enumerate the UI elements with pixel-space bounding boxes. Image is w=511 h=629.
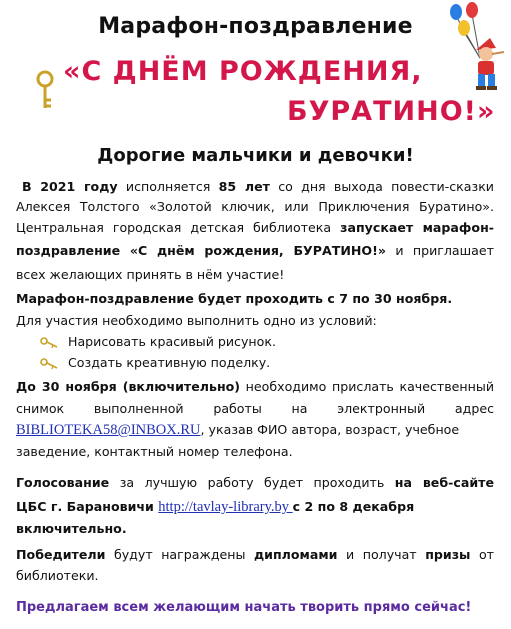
winners-line-1 — [16, 546, 494, 565]
winners-line-2: библиотеки. — [16, 568, 99, 583]
list-item — [40, 355, 270, 371]
bold-text: ЦБС г. Барановичи — [16, 499, 159, 514]
pinocchio-balloons-illustration — [438, 2, 508, 94]
text: необходимо прислать качественный — [240, 379, 495, 394]
bold-text: с 2 по 8 декабря — [292, 499, 415, 514]
voting-line-1 — [16, 474, 494, 493]
closing-call: Предлагаем всем желающим начать творить прямо сейчас! — [16, 600, 472, 615]
bold-text: Победители — [16, 547, 106, 562]
text: за лучшую работу будет проходить — [109, 475, 395, 490]
golden-key-icon — [30, 70, 60, 112]
key-bullet-icon — [40, 336, 58, 350]
headline-line-1: «С ДНЁМ РОЖДЕНИЯ, — [63, 56, 423, 87]
email-link[interactable]: BIBLIOTEKA58@INBOX.RU — [16, 422, 201, 438]
deadline-line-1 — [16, 378, 494, 397]
text: и получат — [337, 547, 426, 562]
dates-line: Марафон-поздравление будет проходить с 7 по 30 ноября. — [16, 291, 453, 306]
intro-line-5: всех желающих принять в нём участие! — [16, 267, 285, 282]
text: будут награждены — [105, 547, 254, 562]
bold-text: До 30 ноября (включительно) — [16, 379, 241, 394]
text: и приглашает — [385, 243, 494, 258]
deadline-line-4: заведение, контактный номер телефона. — [16, 444, 293, 459]
website-link[interactable]: http://tavlay-library.by — [158, 499, 293, 515]
intro-line-3 — [16, 219, 494, 238]
year-text: В 2021 году — [22, 179, 118, 194]
headline-line-2: БУРАТИНО!» — [287, 96, 496, 127]
bold-text: Голосование — [16, 475, 110, 490]
years-text: 85 лет — [218, 179, 270, 194]
list-item-text: Нарисовать красивый рисунок. — [68, 334, 276, 349]
text: от — [470, 547, 495, 562]
deadline-line-3 — [16, 420, 498, 442]
bold-text: дипломами — [253, 547, 338, 562]
conditions-intro: Для участия необходимо выполнить одно из условий: — [16, 313, 377, 328]
bold-text: запускает марафон- — [340, 220, 495, 235]
list-item-text: Создать креативную поделку. — [68, 355, 271, 370]
intro-line-2: Алексея Толстого «Золотой ключик, или Приключения Буратино». — [16, 199, 494, 214]
text: Центральная городская детская библиотека — [16, 220, 341, 235]
intro-line-4 — [16, 242, 494, 261]
text: исполняется — [117, 179, 219, 194]
deadline-line-2: снимок выполненной работы на электронный адрес — [16, 401, 494, 416]
intro-line-1 — [22, 178, 494, 197]
bold-text: на веб-сайте — [394, 475, 494, 490]
bold-text: поздравление «С днём рождения, БУРАТИНО!» — [16, 243, 386, 258]
text: , указав ФИО автора, возраст, учебное — [200, 422, 460, 437]
greeting-heading: Дорогие мальчики и девочки! — [97, 145, 414, 166]
page-title: Марафон-поздравление — [98, 14, 413, 39]
list-item — [40, 334, 276, 350]
key-bullet-icon — [40, 357, 58, 371]
bold-text: призы — [425, 547, 471, 562]
voting-line-3: включительно. — [16, 521, 127, 536]
voting-line-2 — [16, 497, 498, 519]
text: со дня выхода повести-сказки — [269, 179, 494, 194]
